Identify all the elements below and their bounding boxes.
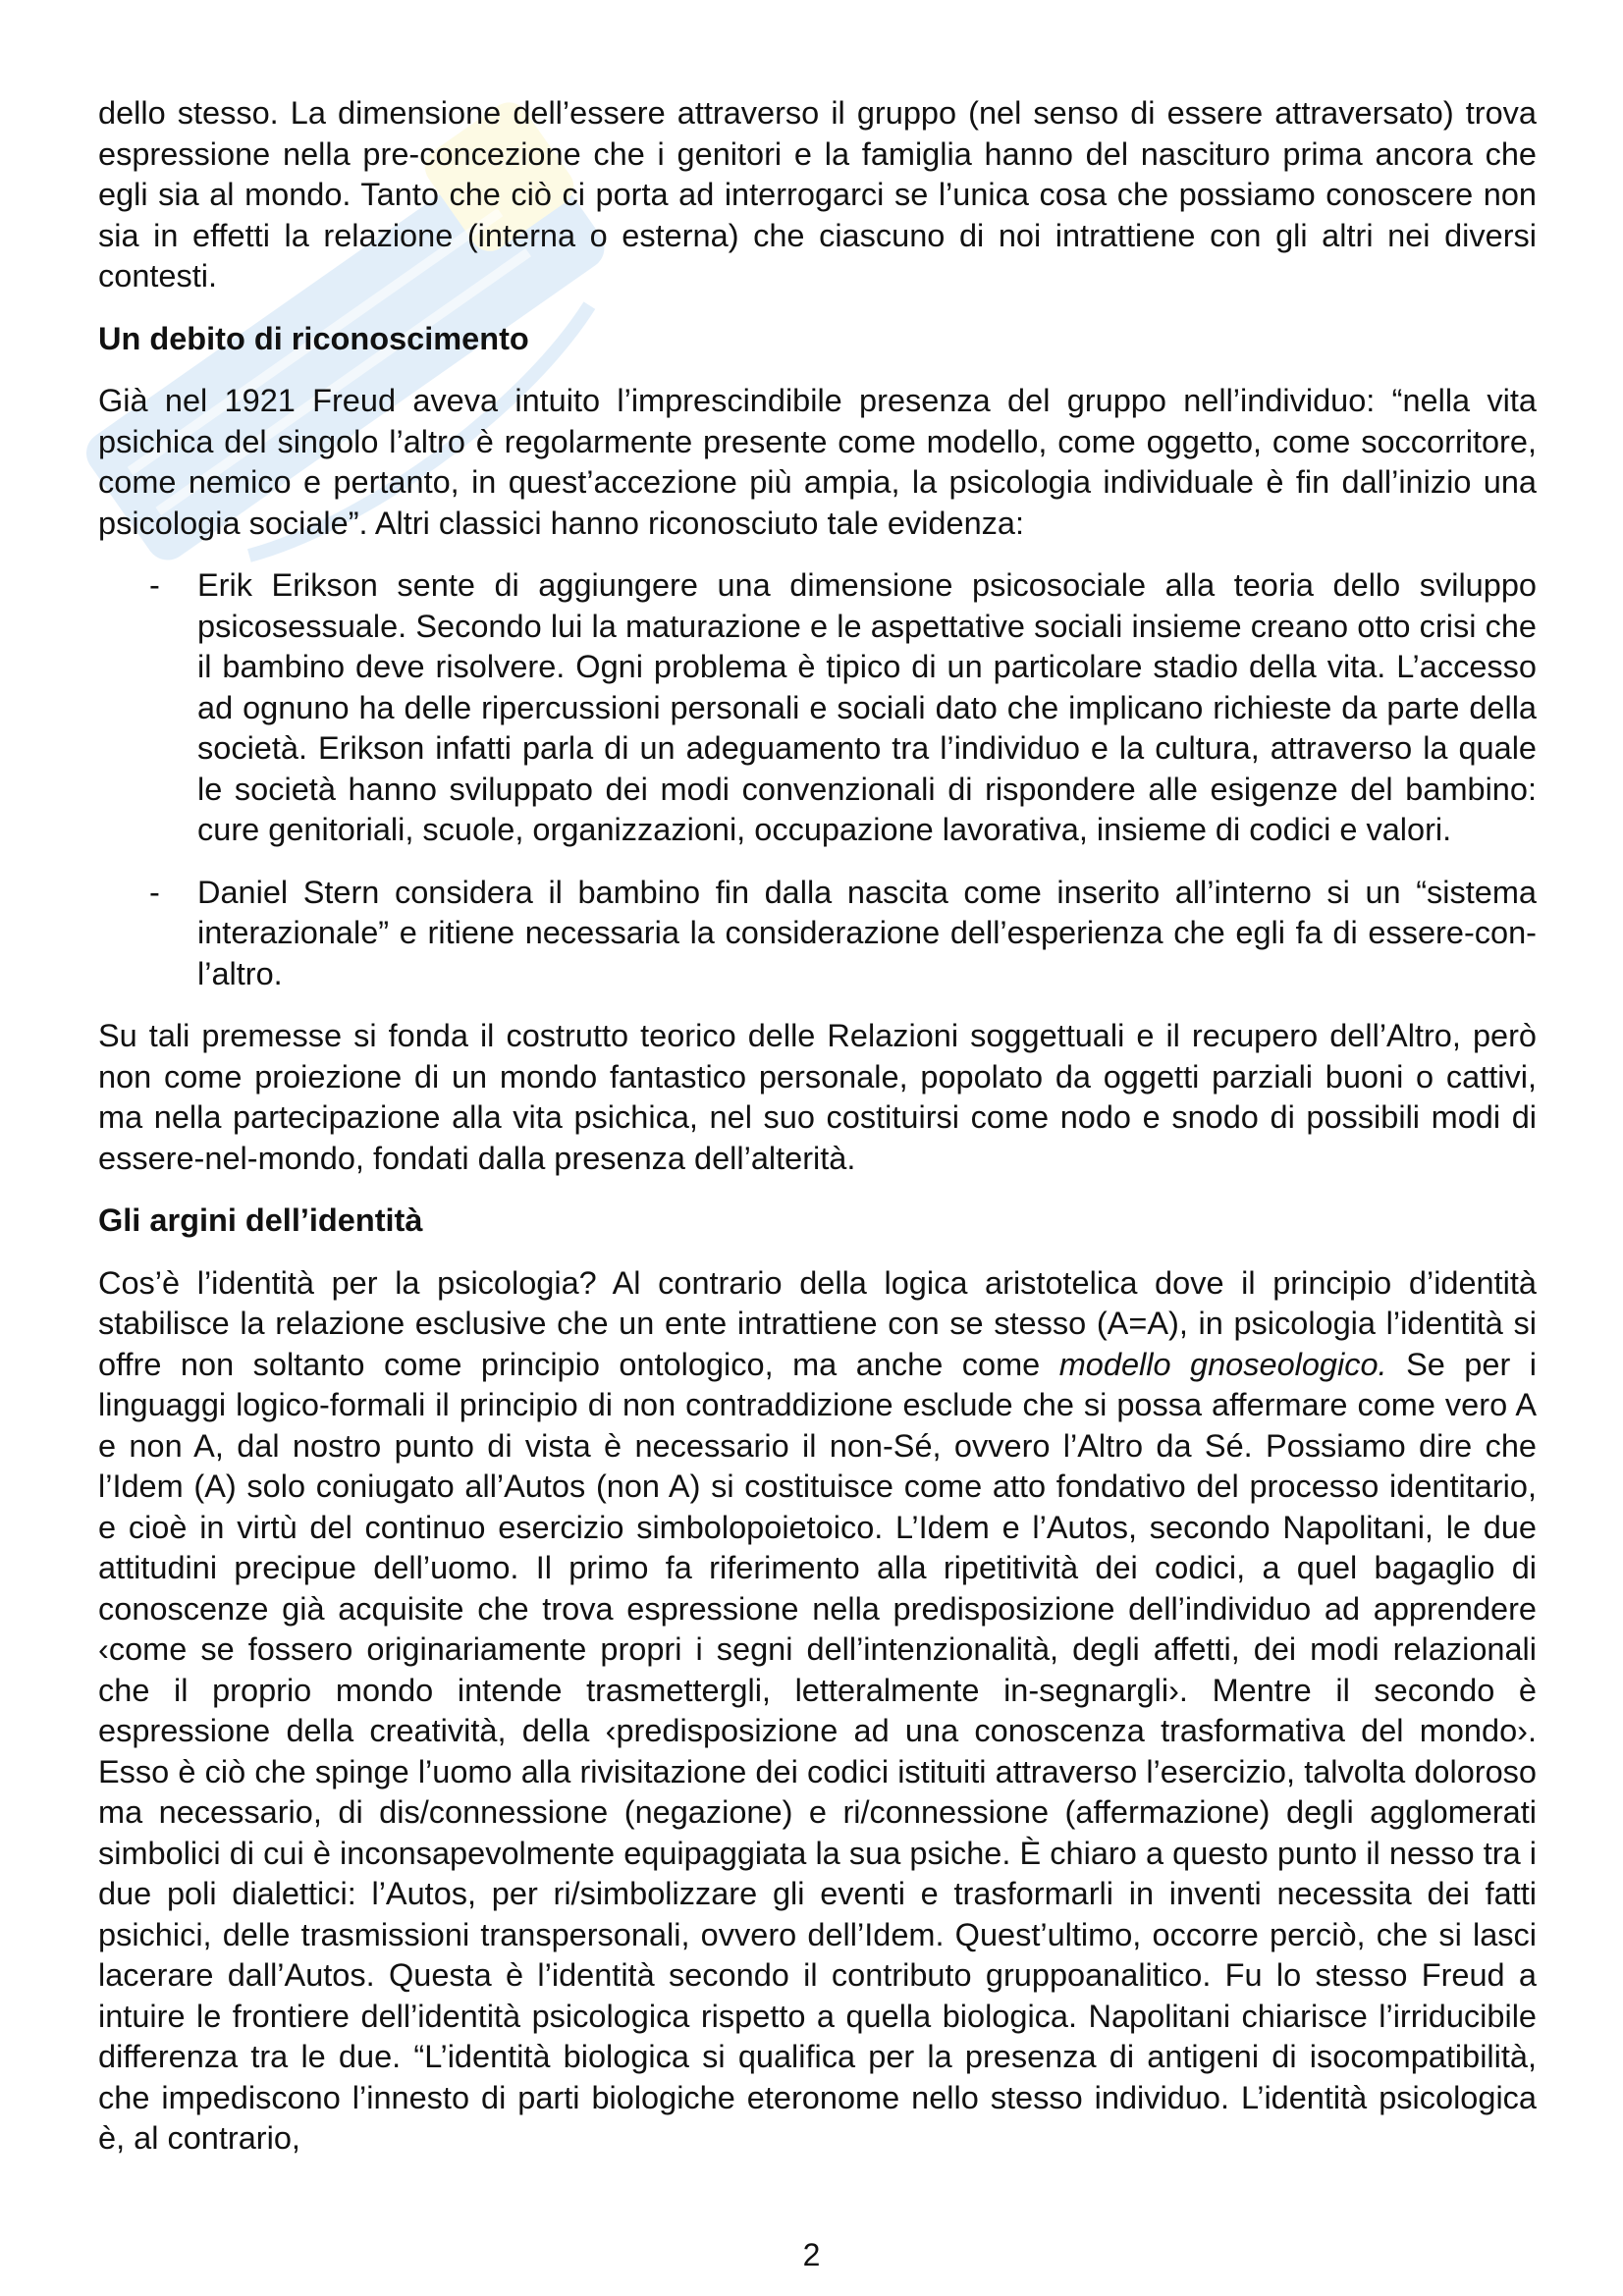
list-item-text: Erik Erikson sente di aggiungere una dimensione psicosociale alla teoria dello sviluppo psicosessuale. Secondo lui la maturazione e le aspettative sociali insieme creano otto crisi che il bambino deve risolvere. Ogni problema è tipico di un particolare stadio della vita. L’accesso ad ognuno ha delle ripercussioni personali e sociali dato che implicano richieste da parte della società. Erikson infatti parla di un adeguamento tra l’individuo e la cultura, attraverso la quale le società hanno sviluppato dei modi convenzionali di rispondere alle esigenze del bambino: cure genitoriali, scuole, organizzazioni, occupazione lavorativa, insieme di codici e valori. [197, 567, 1537, 847]
identita-text-start: Cos’è l’identità per la psicologia? Al contrario della logica aristotelica dove il principio d’identità stabilisce la relazione esclusive che un ente intrattiene con se stesso (A=A), in psicologia l’identità si offre non soltanto come principio ontologico, ma anche come [98, 1264, 1537, 1382]
relazioni-paragraph: Su tali premesse si fonda il costrutto teorico delle Relazioni soggettuali e il recupero dell’Altro, però non come proiezione di un mondo fantastico personale, popolato da oggetti parziali buoni o cattivi, ma nella partecipazione alla vita psichica, nel suo costituirsi come nodo e snodo di possibili modi di essere-nel-mondo, fondati dalla presenza dell’alterità. [98, 1018, 1537, 1176]
section-heading-argini: Gli argini dell’identità [98, 1202, 423, 1238]
identita-italic-term: modello gnoseologico. [1058, 1346, 1387, 1382]
identita-text-rest: Se per i linguaggi logico-formali il principio di non contraddizione esclude che si possa affermare come vero A e non A, dal nostro punto di vista è necessario il non-Sé, ovvero l’Altro da Sé. Possiamo dire che l’Idem (A) solo coniugato all’Autos (non A) si costituisce come atto fondativo del processo identitario, e cioè in virtù del continuo esercizio simbolopoietoico. L’Idem e l’Autos, secondo Napolitani, le due attitudini precipue dell’uomo. Il primo fa riferimento alla ripetitività dei codici, a quel bagaglio di conoscenze già acquisite che trova espressione nella predisposizione dell’individuo ad apprendere ‹come se fossero originariamente propri i segni dell’intenzionalità, degli affetti, dei modi relazionali che il proprio mondo intende trasmettergli, letteralmente in-segnargli›. Mentre il secondo è espressione della creatività, della ‹predisposizione ad una conoscenza trasformativa del mondo›. Esso è ciò che spinge l’uomo alla rivisitazione dei codici istituiti attraverso l’esercizio, talvolta doloroso ma necessario, di dis/connessione (negazione) e ri/connessione (affermazione) degli agglomerati simbolici di cui è inconsapevolmente equipaggiata la sua psiche. È chiaro a questo punto il nesso tra i due poli dialettici: l’Autos, per ri/simbolizzare gli eventi e trasformarli in inventi necessita dei fatti psichici, delle trasmissioni transpersonali, ovvero dell’Idem. Quest’ultimo, occorre perciò, che si lasci lacerare dall’Autos. Questa è l’identità secondo il contributo gruppoanalitico. Fu lo stesso Freud a intuire le frontiere dell’identità psicologica rispetto a quella biologica. Napolitani chiarisce l’irriducibile differenza tra le due. “L’identità biologica si qualifica per la presenza di antigeni di isocompatibilità, che impediscono l’innesto di parti biologiche eteronome nello stesso individuo. L’identità psicologica è, al contrario, [98, 1346, 1537, 2156]
identita-paragraph [98, 1263, 1537, 2160]
section-heading-debito: Un debito di riconoscimento [98, 320, 529, 356]
classics-list [98, 565, 1537, 994]
dash-bullet: - [149, 567, 160, 603]
page-content [98, 93, 1537, 2181]
freud-paragraph: Già nel 1921 Freud aveva intuito l’imprescindibile presenza del gruppo nell’individuo: “nella vita psichica del singolo l’altro è regolarmente presente come modello, come oggetto, come soccorritore, come nemico e pertanto, in quest’accezione più ampia, la psicologia individuale è fin dall’inizio una psicologia sociale”. Altri classici hanno riconosciuto tale evidenza: [98, 383, 1537, 541]
list-item [98, 565, 1537, 851]
list-item [98, 873, 1537, 995]
page-number: 2 [802, 2237, 821, 2272]
dash-bullet: - [149, 874, 160, 910]
list-item-text: Daniel Stern considera il bambino fin dalla nascita come inserito all’interno si un “sistema interazionale” e ritiene necessaria la considerazione dell’esperienza che egli fa di essere-con-l’altro. [197, 874, 1537, 991]
intro-paragraph: dello stesso. La dimensione dell’essere attraverso il gruppo (nel senso di essere attraversato) trova espressione nella pre-concezione che i genitori e la famiglia hanno del nascituro prima ancora che egli sia al mondo. Tanto che ciò ci porta ad interrogarci se l’unica cosa che possiamo conoscere non sia in effetti la relazione (interna o esterna) che ciascuno di noi intrattiene con gli altri nei diversi contesti. [98, 95, 1537, 294]
